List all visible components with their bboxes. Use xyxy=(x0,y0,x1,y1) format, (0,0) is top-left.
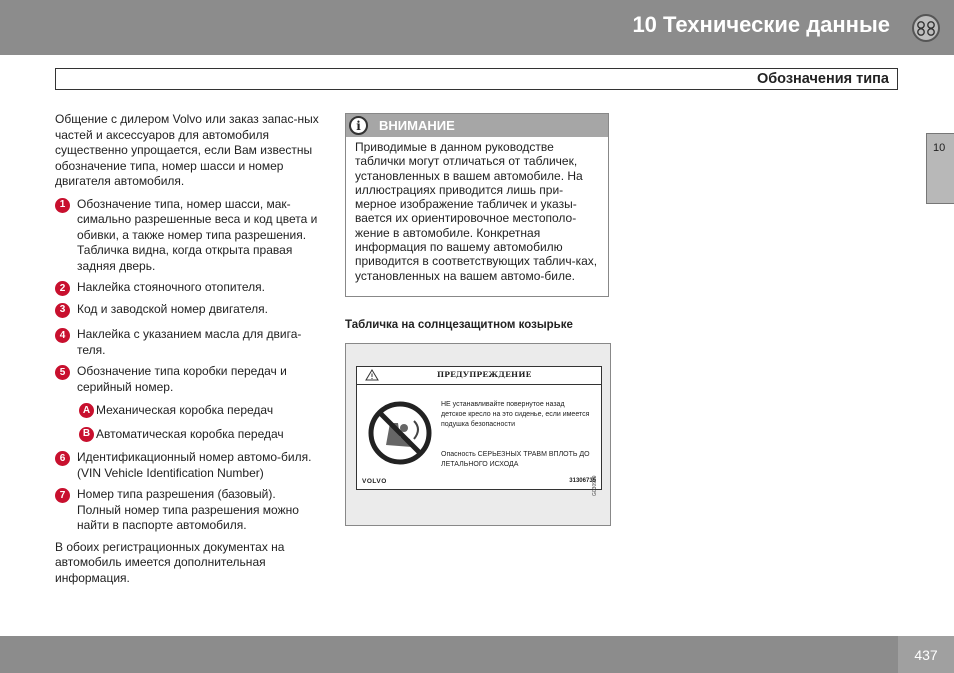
subitem-text: Автоматическая коробка передач xyxy=(96,426,284,441)
sticker-part-code: 31306735 xyxy=(569,478,596,484)
item-text: Наклейка стояночного отопителя. xyxy=(77,280,265,294)
warning-triangle-icon xyxy=(365,369,379,381)
item-text: Код и заводской номер двигателя. xyxy=(77,301,269,316)
item-text: Обозначение типа, номер шасси, мак-симально разрешенные веса и код цвета и обивки, а также номер типа разрешения. Табличка видна, когда открыта правая задняя дверь. xyxy=(77,196,318,273)
section-title: Обозначения типа xyxy=(756,71,889,87)
item-text: Обозначение типа коробки передач и серийный номер. xyxy=(77,364,287,394)
warning-text: Приводимые в данном руководстве таблички могут отличаться от табличек, установленных в вашем автомобиле. На иллюстрациях приводится лишь при-мерное изображение табличек и указы-вается их ориентировочное местополо-жение в автомобиле. Конкретная информация по вашему автомобилю приводится в соответствующих таблич-ках, установленных на вашем автомо-биле. xyxy=(355,140,598,283)
sub-list-item xyxy=(55,427,320,443)
figure-code: G030909 xyxy=(592,475,598,496)
number-badge: 5 xyxy=(55,365,70,380)
number-badge: 1 xyxy=(55,198,70,213)
chapter-tab[interactable]: 10 xyxy=(926,133,954,204)
wheel-icon xyxy=(912,14,940,42)
sub-list-item xyxy=(55,403,320,419)
page-number: 437 xyxy=(914,646,938,663)
sunvisor-label-illustration xyxy=(345,343,611,526)
subitem-text: Механическая коробка передач xyxy=(96,403,274,417)
list-item xyxy=(55,327,320,358)
warning-box xyxy=(345,113,609,297)
list-item xyxy=(55,487,320,534)
left-column xyxy=(55,112,320,586)
chapter-title: 10 Технические данные xyxy=(632,12,890,37)
footer-bar xyxy=(0,636,954,673)
no-rear-facing-seat-icon xyxy=(368,401,432,465)
list-item xyxy=(55,302,320,318)
number-badge: 7 xyxy=(55,488,70,503)
header-bar xyxy=(0,0,954,55)
sticker-title: ПРЕДУПРЕЖДЕНИЕ xyxy=(437,370,532,379)
warning-sticker xyxy=(356,366,602,490)
section-header xyxy=(55,68,898,90)
intro-paragraph: Общение с дилером Volvo или заказ запас-ных частей и аксессуаров для автомобиля существенно упрощается, если Вам известны обозначение типа, номер шасси и номер двигателя автомобиля. xyxy=(55,112,319,188)
letter-badge: B xyxy=(79,427,94,442)
page-number-box xyxy=(898,636,954,673)
sticker-heading: Табличка на солнцезащитном козырьке xyxy=(345,319,573,331)
info-icon: i xyxy=(349,116,368,135)
outro-paragraph: В обоих регистрационных документах на автомобиль имеется дополнительная информация. xyxy=(55,539,285,585)
sticker-brand: VOLVO xyxy=(362,478,387,485)
item-text: Наклейка с указанием масла для двига-теля. xyxy=(77,327,302,357)
item-text: Идентификационный номер автомо-биля. (VIN Vehicle Identification Number) xyxy=(77,450,312,480)
number-badge: 6 xyxy=(55,451,70,466)
number-badge: 3 xyxy=(55,303,70,318)
number-badge: 4 xyxy=(55,328,70,343)
warning-header xyxy=(346,114,608,137)
sticker-instruction: НЕ устанавливайте повернутое назад детское кресло на это сиденье, если имеется подушка безопасности xyxy=(441,401,590,428)
number-badge: 2 xyxy=(55,281,70,296)
list-item xyxy=(55,364,320,395)
list-item xyxy=(55,197,320,275)
letter-badge: A xyxy=(79,403,94,418)
warning-title: ВНИМАНИЕ xyxy=(379,118,455,133)
sticker-danger: Опасность СЕРЬЕЗНЫХ ТРАВМ ВПЛОТЬ ДО ЛЕТАЛЬНОГО ИСХОДА xyxy=(441,451,590,468)
list-item xyxy=(55,280,320,296)
item-text: Номер типа разрешения (базовый). Полный номер типа разрешения можно найти в паспорте автомобиля. xyxy=(77,487,299,532)
list-item xyxy=(55,450,320,481)
